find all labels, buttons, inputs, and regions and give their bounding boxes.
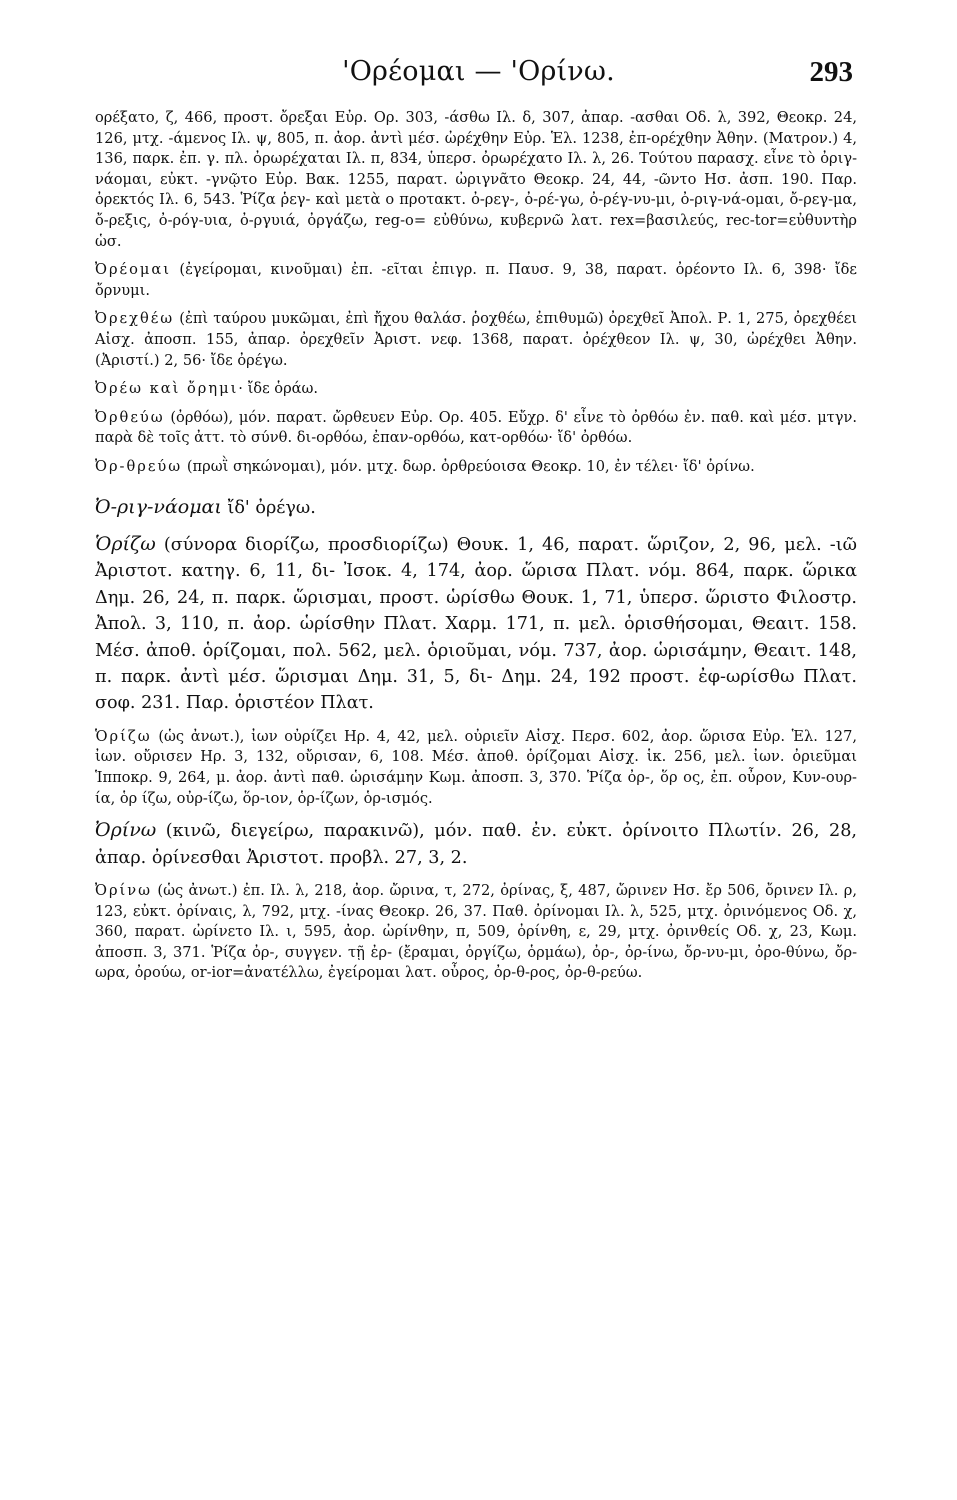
entry-text: ἴδ' ὀρέγω. <box>221 497 316 518</box>
entry-text: · ἴδε ὁράω. <box>238 380 319 398</box>
entry-lemma: Ὀρεχθέω <box>95 310 175 328</box>
dictionary-entry <box>95 727 857 809</box>
entry-text: (σύνορα διορίζω, προσδιορίζω) Θουκ. 1, 46, παρατ. ὥριζον, 2, 96, μελ. -ιῶ Ἀριστοτ. κατηγ. 6, 11, δι- Ἰσοκ. 4, 174, ἀορ. ὥρισα Πλατ. νόμ. 864, παρκ. ὥρικα Δημ. 26, 24, π. παρκ. ὥρισμαι, προστ. ὡρίσθω Θουκ. 1, 71, ὑπερσ. ὥριστο Φιλοστρ. Ἀπολ. 3, 110, π. ἀορ. ὡρίσθην Πλατ. Χαρμ. 171, π. μελ. ὁρισθήσομαι, Θεαιτ. 158. Μέσ. ἀποθ. ὁρίζομαι, πολ. 562, μελ. ὁριοῦμαι, νόμ. 737, ἀορ. ὡρισάμην, Θεαιτ. 148, π. παρκ. ἀντὶ μέσ. ὥρισμαι Δημ. 31, 5, δι- Δημ. 24, 192 προστ. ἐφ-ωρίσθω Πλατ. σοφ. 231. Παρ. ὁριστέον Πλατ. <box>95 534 857 714</box>
entry-lemma: Ὀρ-θρεύω <box>95 457 183 475</box>
dictionary-entry <box>95 309 857 371</box>
entry-lemma: Ὀρέομαι <box>95 261 171 279</box>
entry-lemma: Ὁρίζω <box>95 727 152 745</box>
running-head: 'Ορέομαι — 'Ορίνω. <box>342 56 615 87</box>
entry-lemma: Ὀρίνω <box>95 819 157 842</box>
page-number: 293 <box>809 56 853 88</box>
entry-text: (πρωῒ σηκώνομαι), μόν. μτχ. δωρ. ὀρθρεύοισα Θεοκρ. 10, ἐν τέλει· ἴδ' ὀρίνω. <box>182 457 755 475</box>
entry-lemma: Ὀ-ριγ-νάομαι <box>95 495 222 518</box>
entry-lemma: Ὀρθεύω <box>95 408 165 426</box>
entry-text: (ὀρθόω), μόν. παρατ. ὤρθευεν Εὐρ. Ορ. 405. Εὔχρ. δ' εἶνε τὸ ὀρθόω ἐν. παθ. καὶ μέσ. μτγν. παρὰ δὲ τοῖς ἀττ. τὸ σύνθ. δι-ορθόω, ἐπαν-ορθόω, κατ-ορθόω· ἴδ' ὀρθόω. <box>95 408 857 447</box>
entries-container <box>95 108 857 992</box>
entry-text: (ἐγείρομαι, κινοῦμαι) ἐπ. -εῖται ἐπιγρ. π. Παυσ. 9, 38, παρατ. ὀρέοντο Ιλ. 6, 398· ἴδε ὄρνυμι. <box>95 261 857 299</box>
page-header <box>0 56 957 96</box>
entry-text: (κινῶ, διεγείρω, παρακινῶ), μόν. παθ. ἐν. εὐκτ. ὀρίνοιτο Πλωτίν. 26, 28, ἀπαρ. ὀρίνεσθαι Ἀριστοτ. προβλ. 27, 3, 2. <box>95 821 857 868</box>
dictionary-entry <box>95 881 857 984</box>
dictionary-entry <box>95 379 857 400</box>
dictionary-entry <box>95 457 857 478</box>
entry-text: (ὡς ἀνωτ.), ἰων οὐρίζει Ηρ. 4, 42, μελ. οὐριεῖν Αἰσχ. Περσ. 602, ἀορ. ὥρισα Εὐρ. Ἑλ. 127, ἰων. οὔρισεν Ηρ. 3, 132, οὔρισαν, 6, 108. Μέσ. ἀποθ. ὁρίζομαι Αἰσχ. ἱκ. 256, μελ. ἰων. ὀριεῦμαι Ἱπποκρ. 9, 264, μ. ἀορ. ἀντὶ παθ. ὡρισάμην Κωμ. ἀποσπ. 3, 370. Ῥίζα ὀρ-, ὅρ ος, ἐπ. οὖρον, Κυν-ουρ-ία, ὁρ ίζω, οὐρ-ίζω, ὅρ-ιον, ὁρ-ίζων, ὁρ-ισμός. <box>95 727 857 807</box>
dictionary-entry <box>95 408 857 449</box>
entry-lemma: Ὀρίνω <box>95 881 153 899</box>
dictionary-entry <box>95 817 857 871</box>
dictionary-entry <box>95 260 857 301</box>
entry-text: (ὡς ἀνωτ.) ἐπ. Ιλ. λ, 218, ἀορ. ὤρινα, τ, 272, ὀρίνας, ξ, 487, ὤρινεν Ησ. ἔρ 506, ὄρινεν Ιλ. ρ, 123, εὐκτ. ὀρίναις, λ, 792, μτχ. -ίνας Θεοκρ. 26, 37. Παθ. ὀρίνομαι Ιλ. λ, 525, μτχ. ὀρινόμενος Οδ. χ, 360, παρατ. ὠρίνετο Ιλ. ι, 595, ἀορ. ὠρίνθην, π, 509, ὀρίνθη, ε, 29, μτχ. ὀρινθείς Οδ. χ, 23, Κωμ. ἀποσπ. 3, 371. Ῥίζα ὀρ-, συγγεν. τῇ ἐρ- (ἔραμαι, ὀργίζω, ὁρμάω), ὀρ-, ὀρ-ίνω, ὄρ-νυ-μι, ὀρο-θύνω, ὄρ-ωρα, ὀρούω, or-ior=ἀνατέλλω, ἐγείρομαι λατ. οὖρος, ὀρ-θ-ρος, ὀρ-θ-ρεύω. <box>95 881 857 982</box>
entry-lemma: Ὀρέω καὶ ὄρημι <box>95 380 239 398</box>
dictionary-entry <box>95 108 857 252</box>
dictionary-entry <box>95 494 857 521</box>
dictionary-entry <box>95 531 857 717</box>
entry-lemma: Ὁρίζω <box>95 532 156 555</box>
entry-text: (ἐπὶ ταύρου μυκῶμαι, ἐπὶ ἤχου θαλάσ. ῥοχθέω, ἐπιθυμῶ) ὀρεχθεῖ Ἀπολ. Ρ. 1, 275, ὀρεχθέει Αἰσχ. ἀποσπ. 155, ἀπαρ. ὀρεχθεῖν Ἀριστ. νεφ. 1368, παρατ. ὀρέχθεον Ιλ. ψ, 30, ὠρέχθει Ἀθην. (Ἀριστί.) 2, 56· ἴδε ὀρέγω. <box>95 310 857 369</box>
entry-text: ορέξατο, ζ, 466, προστ. ὄρεξαι Εὐρ. Ορ. 303, -άσθω Ιλ. δ, 307, ἀπαρ. -ασθαι Οδ. λ, 392, Θεοκρ. 24, 126, μτχ. -άμενος Ιλ. ψ, 805, π. ἀορ. ἀντὶ μέσ. ὠρέχθην Εὐρ. Ἑλ. 1238, ἐπ-ορέχθην Ἀθην. (Ματρον.) 4, 136, παρκ. ἐπ. γ. πλ. ὀρωρέχαται Ιλ. π, 834, ὑπερσ. ὀρωρέχατο Ιλ. λ, 26. Τούτου παρασχ. εἶνε τὸ ὀριγ-νάομαι, εὐκτ. -γνῷτο Εὐρ. Βακ. 1255, παρατ. ὠριγνᾶτο Θεοκρ. 24, 44, -ῶντο Ησ. ἀσπ. 190. Παρ. ὀρεκτός Ιλ. 6, 543. Ῥίζα ῥεγ- καὶ μετὰ ο προτακτ. ὀ-ρεγ-, ὀ-ρέ-γω, ὀ-ρέγ-νυ-μι, ὀ-ριγ-νά-ομαι, ὄ-ρεγ-μα, ὄ-ρεξις, ὀ-ρόγ-υια, ὀ-ργυιά, ὀργάζω, reg-o= εὐθύνω, κυβερνῶ λατ. rex=βασιλεύς, rec-tor=εὐθυντὴρ ὡσ. <box>95 109 857 250</box>
